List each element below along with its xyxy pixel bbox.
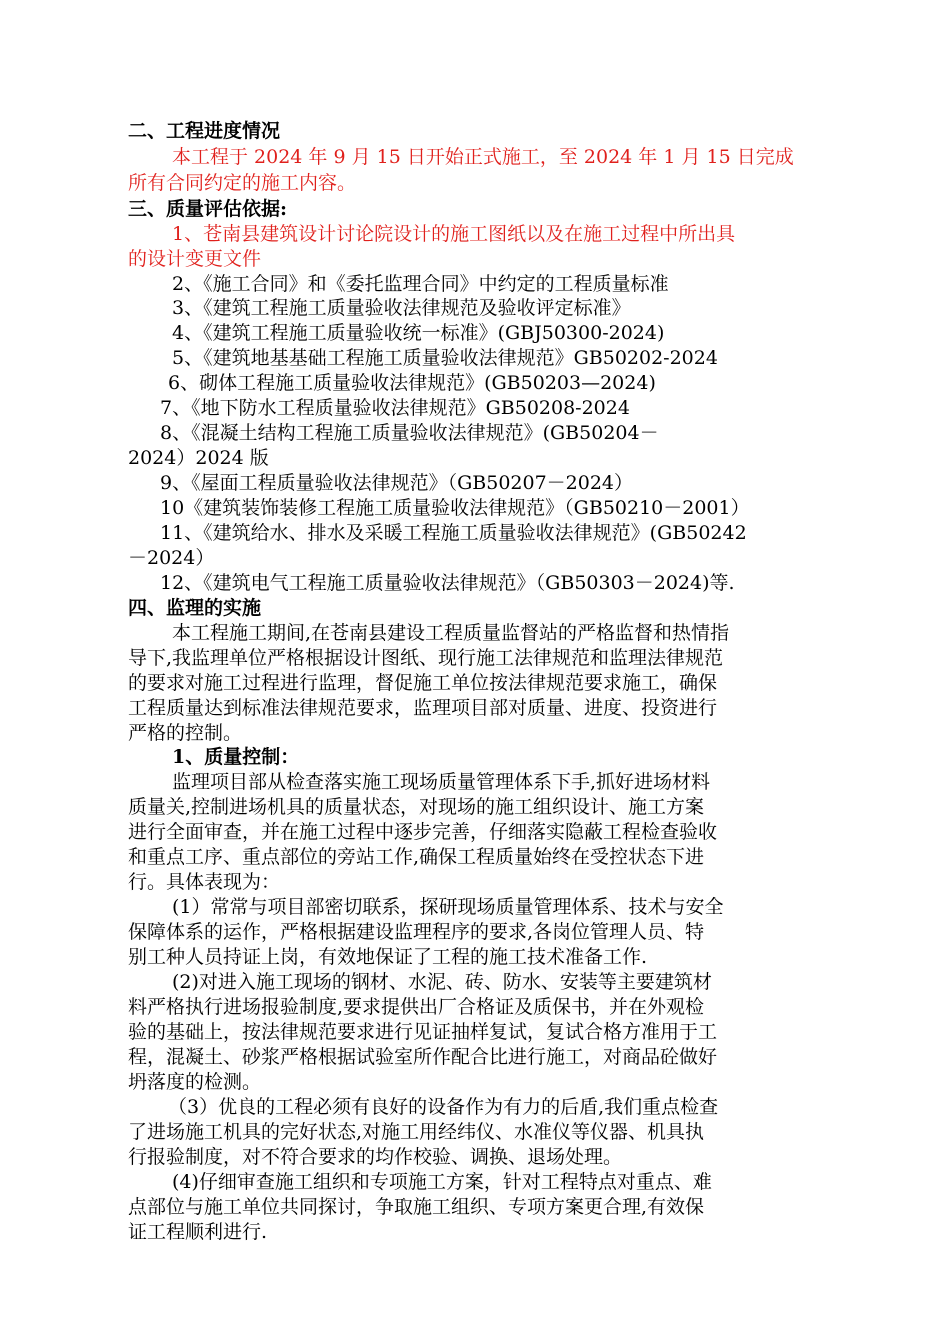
- basis-item-7: 7、《地下防水工程质量验收法律规范》GB50208-2024: [160, 397, 630, 419]
- basis-item-5: 5、《建筑地基基础工程施工质量验收法律规范》GB50202-2024: [172, 347, 718, 369]
- progress-text-line: 所有合同约定的施工内容。: [128, 172, 357, 194]
- basis-item-10: 10《建筑装饰装修工程施工质量验收法律规范》（GB50210－2001）: [160, 497, 750, 519]
- basis-item-1-cont: 的设计变更文件: [128, 248, 262, 270]
- quality-text-line: 进行全面审查，并在施工过程中逐步完善，仔细落实隐蔽工程检查验收: [128, 821, 718, 843]
- implementation-text-line: 工程质量达到标准法律规范要求，监理项目部对质量、进度、投资进行: [128, 697, 718, 719]
- quality-point-3: （3）优良的工程必须有良好的设备作为有力的后盾,我们重点检查: [168, 1096, 719, 1118]
- basis-item-8-cont: 2024）2024 版: [128, 447, 269, 469]
- basis-item-2: 2、《施工合同》和《委托监理合同》中约定的工程质量标准: [172, 273, 669, 295]
- implementation-text-line: 的要求对施工过程进行监理，督促施工单位按法律规范要求施工，确保: [128, 672, 718, 694]
- basis-item-11: 11、《建筑给水、排水及采暖工程施工质量验收法律规范》(GB50242: [160, 522, 747, 544]
- quality-point-2-cont: 料严格执行进场报验制度,要求提供出厂合格证及质保书，并在外观检: [128, 996, 705, 1018]
- quality-text-line: 行。具体表现为：: [128, 871, 281, 893]
- heading-basis: 三、质量评估依据:: [128, 198, 288, 220]
- heading-implementation: 四、监理的实施: [128, 597, 262, 619]
- basis-item-6: 6、砌体工程施工质量验收法律规范》(GB50203—2024): [168, 372, 656, 394]
- quality-point-4: (4)仔细审查施工组织和专项施工方案，针对工程特点对重点、难: [172, 1171, 712, 1193]
- quality-text-line: 质量关,控制进场机具的质量状态，对现场的施工组织设计、施工方案: [128, 796, 705, 818]
- quality-point-2-cont: 坍落度的检测。: [128, 1071, 262, 1093]
- quality-text-line: 和重点工序、重点部位的旁站工作,确保工程质量始终在受控状态下进: [128, 846, 705, 868]
- implementation-text-line: 导下,我监理单位严格根据设计图纸、现行施工法律规范和监理法律规范: [128, 647, 724, 669]
- quality-point-2-cont: 程，混凝土、砂浆严格根据试验室所作配合比进行施工，对商品砼做好: [128, 1046, 718, 1068]
- quality-point-3-cont: 了进场施工机具的完好状态,对施工用经纬仪、水准仪等仪器、机具执: [128, 1121, 705, 1143]
- quality-point-4-cont: 点部位与施工单位共同探讨，争取施工组织、专项方案更合理,有效保: [128, 1196, 705, 1218]
- progress-text-line: 本工程于 2024 年 9 月 15 日开始正式施工，至 2024 年 1 月 15 日完成: [172, 146, 794, 168]
- basis-item-9: 9、《屋面工程质量验收法律规范》（GB50207－2024）: [160, 472, 634, 494]
- basis-item-8: 8、《混凝土结构工程施工质量验收法律规范》(GB50204－: [160, 422, 659, 444]
- quality-point-1-cont: 保障体系的运作，严格根据建设监理程序的要求,各岗位管理人员、特: [128, 921, 705, 943]
- heading-progress: 二、工程进度情况: [128, 120, 281, 142]
- quality-point-3-cont: 行报验制度，对不符合要求的均作校验、调换、退场处理。: [128, 1146, 623, 1168]
- quality-point-2-cont: 验的基础上，按法律规范要求进行见证抽样复试，复试合格方准用于工: [128, 1021, 718, 1043]
- basis-item-11-cont: －2024）: [128, 547, 215, 569]
- basis-item-3: 3、《建筑工程施工质量验收法律规范及验收评定标准》: [172, 297, 631, 319]
- quality-text-line: 监理项目部从检查落实施工现场质量管理体系下手,抓好进场材料: [172, 771, 711, 793]
- implementation-text-line: 严格的控制。: [128, 722, 243, 744]
- basis-item-12: 12、《建筑电气工程施工质量验收法律规范》（GB50303－2024)等.: [160, 572, 735, 594]
- basis-item-4: 4、《建筑工程施工质量验收统一标准》(GBJ50300-2024): [172, 322, 665, 344]
- implementation-text-line: 本工程施工期间,在苍南县建设工程质量监督站的严格监督和热情指: [172, 622, 730, 644]
- subheading-quality-control: 1、质量控制：: [172, 746, 300, 768]
- quality-point-2: (2)对进入施工现场的钢材、水泥、砖、防水、安装等主要建筑材: [172, 971, 712, 993]
- basis-item-1: 1、苍南县建筑设计讨论院设计的施工图纸以及在施工过程中所出具: [172, 223, 736, 245]
- quality-point-1-cont: 别工种人员持证上岗，有效地保证了工程的施工技术准备工作.: [128, 946, 648, 968]
- quality-point-4-cont: 证工程顺利进行.: [128, 1221, 268, 1243]
- quality-point-1: (1）常常与项目部密切联系，探研现场质量管理体系、技术与安全: [172, 896, 724, 918]
